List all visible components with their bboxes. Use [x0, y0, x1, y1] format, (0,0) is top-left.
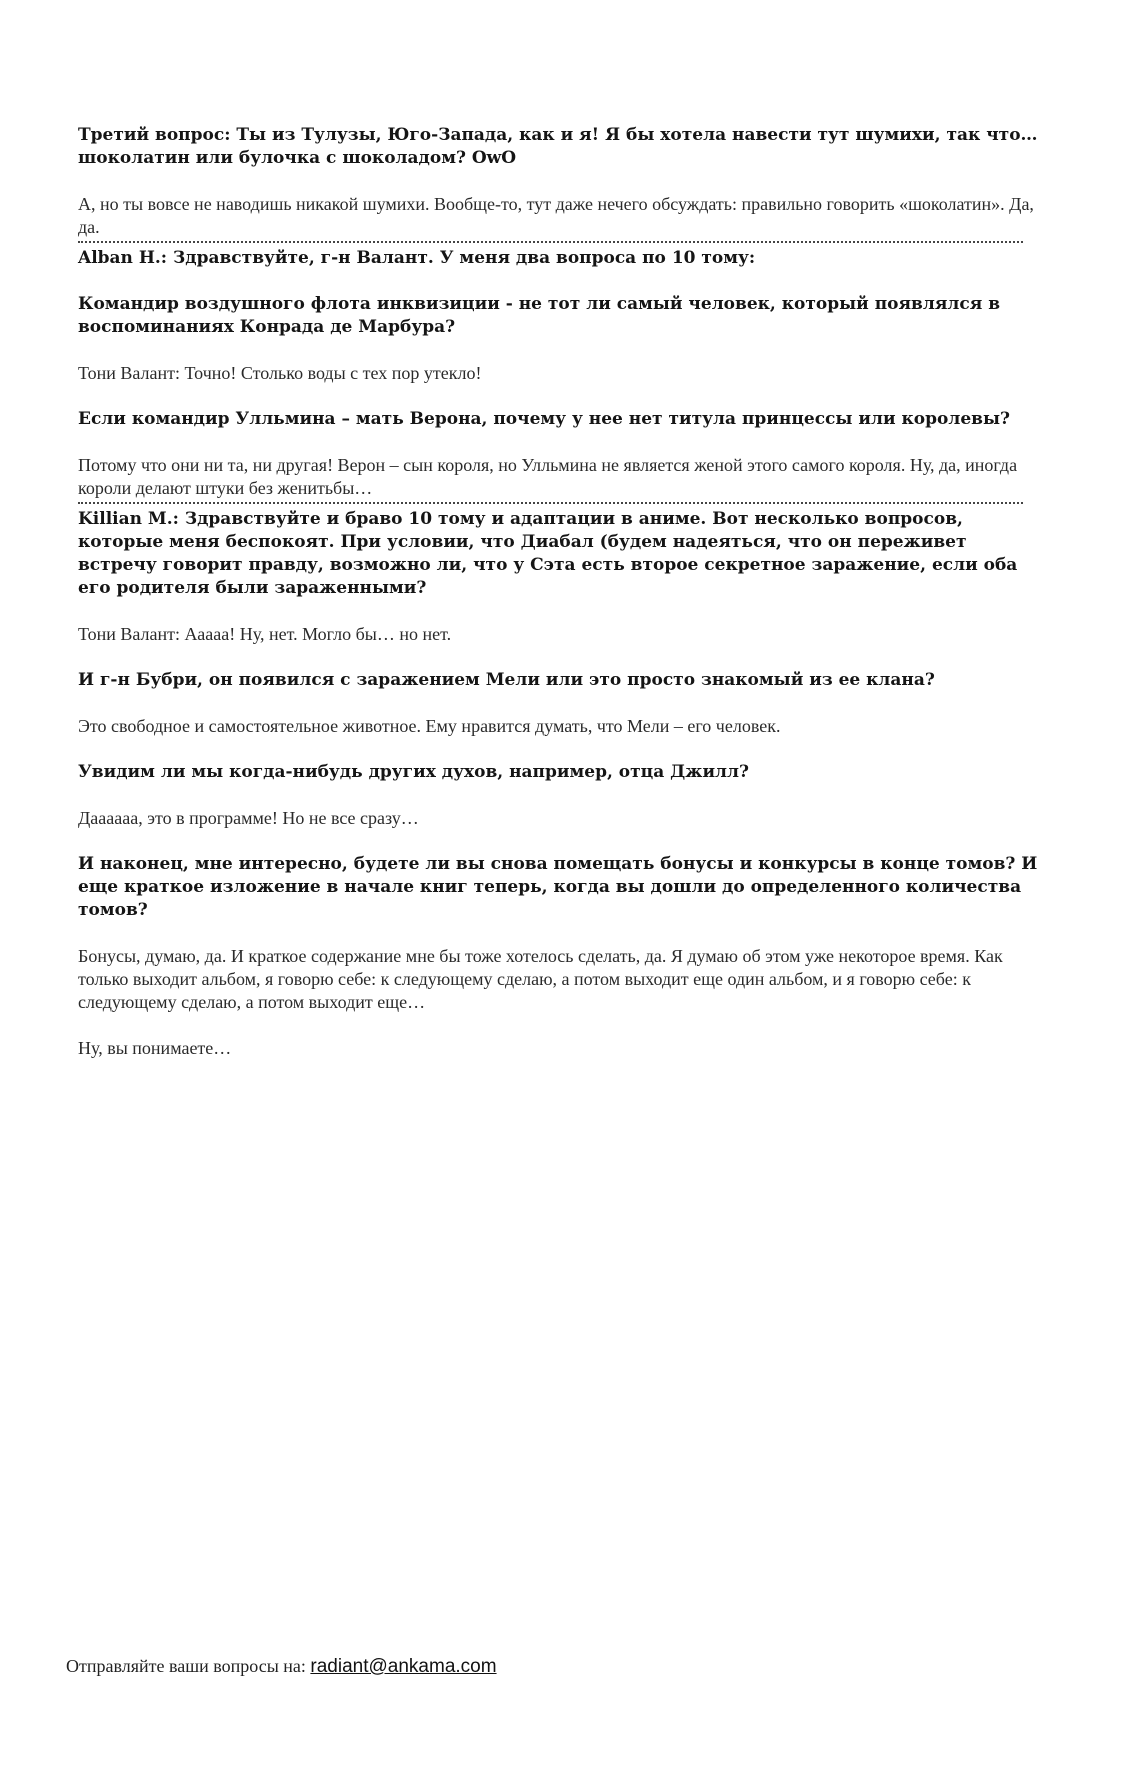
question-2: Командир воздушного флота инквизиции - не тот ли самый человек, который появлялся в воспоминаниях Конрада де Марбура? — [78, 294, 1001, 337]
question-7: И наконец, мне интересно, будете ли вы снова помещать бонусы и конкурсы в конце томов? И еще краткое изложение в начале книг теперь, когда вы дошли до определенного количества томов? — [78, 854, 1038, 920]
footer-label: Отправляйте ваши вопросы на: — [66, 1656, 311, 1676]
answer-7: Бонусы, думаю, да. И краткое содержание мне бы тоже хотелось сделать, да. Я думаю об этом уже некоторое время. Как только выходит альбом, я говорю себе: к следующему сделаю, а потом выходит еще один альбом, и я говорю себе: к следующему сделаю, а потом выходит еще… — [78, 946, 1003, 1012]
question-4: Killian M.: Здравствуйте и браво 10 тому и адаптации в аниме. Вот несколько вопросов, которые меня беспокоят. При условии, что Диабал (будем надеяться, что он переживет встречу говорит правду, возможно ли, что у Сэта есть второе секретное заражение, если оба его родителя были зараженными? — [78, 509, 1018, 598]
question-1: Третий вопрос: Ты из Тулузы, Юго-Запада, как и я! Я бы хотела навести тут шумихи, так что… шоколатин или булочка с шоколадом? OwO — [78, 125, 1038, 168]
answer-6: Даааааа, это в программе! Но не все сразу… — [78, 808, 419, 828]
question-5: И г-н Бубри, он появился с заражением Мели или это просто знакомый из ее клана? — [78, 670, 935, 690]
dotted-separator — [78, 241, 1023, 243]
answer-1: А, но ты вовсе не наводишь никакой шумихи. Вообще-то, тут даже нечего обсуждать: правильно говорить «шоколатин». Да, да. — [78, 194, 1034, 237]
answer-2: Тони Валант: Точно! Столько воды с тех пор утекло! — [78, 363, 482, 383]
question-6: Увидим ли мы когда-нибудь других духов, например, отца Джилл? — [78, 762, 749, 782]
contact-email-link[interactable]: radiant@ankama.com — [310, 1656, 497, 1677]
answer-4: Тони Валант: Ааааа! Ну, нет. Могло бы… но нет. — [78, 624, 452, 644]
footer — [66, 1656, 497, 1678]
closing-remark: Ну, вы понимаете… — [78, 1038, 232, 1058]
qa-page — [78, 124, 1038, 1060]
reader-intro-alban: Alban H.: Здравствуйте, г-н Валант. У меня два вопроса по 10 тому: — [78, 248, 756, 268]
dotted-separator — [78, 502, 1023, 504]
answer-3: Потому что они ни та, ни другая! Верон – сын короля, но Улльмина не является женой этого самого короля. Ну, да, иногда короли делают штуки без женитьбы… — [78, 455, 1018, 498]
question-3: Если командир Улльмина – мать Верона, почему у нее нет титула принцессы или королевы? — [78, 409, 1010, 429]
answer-5: Это свободное и самостоятельное животное. Ему нравится думать, что Мели – его человек. — [78, 716, 781, 736]
